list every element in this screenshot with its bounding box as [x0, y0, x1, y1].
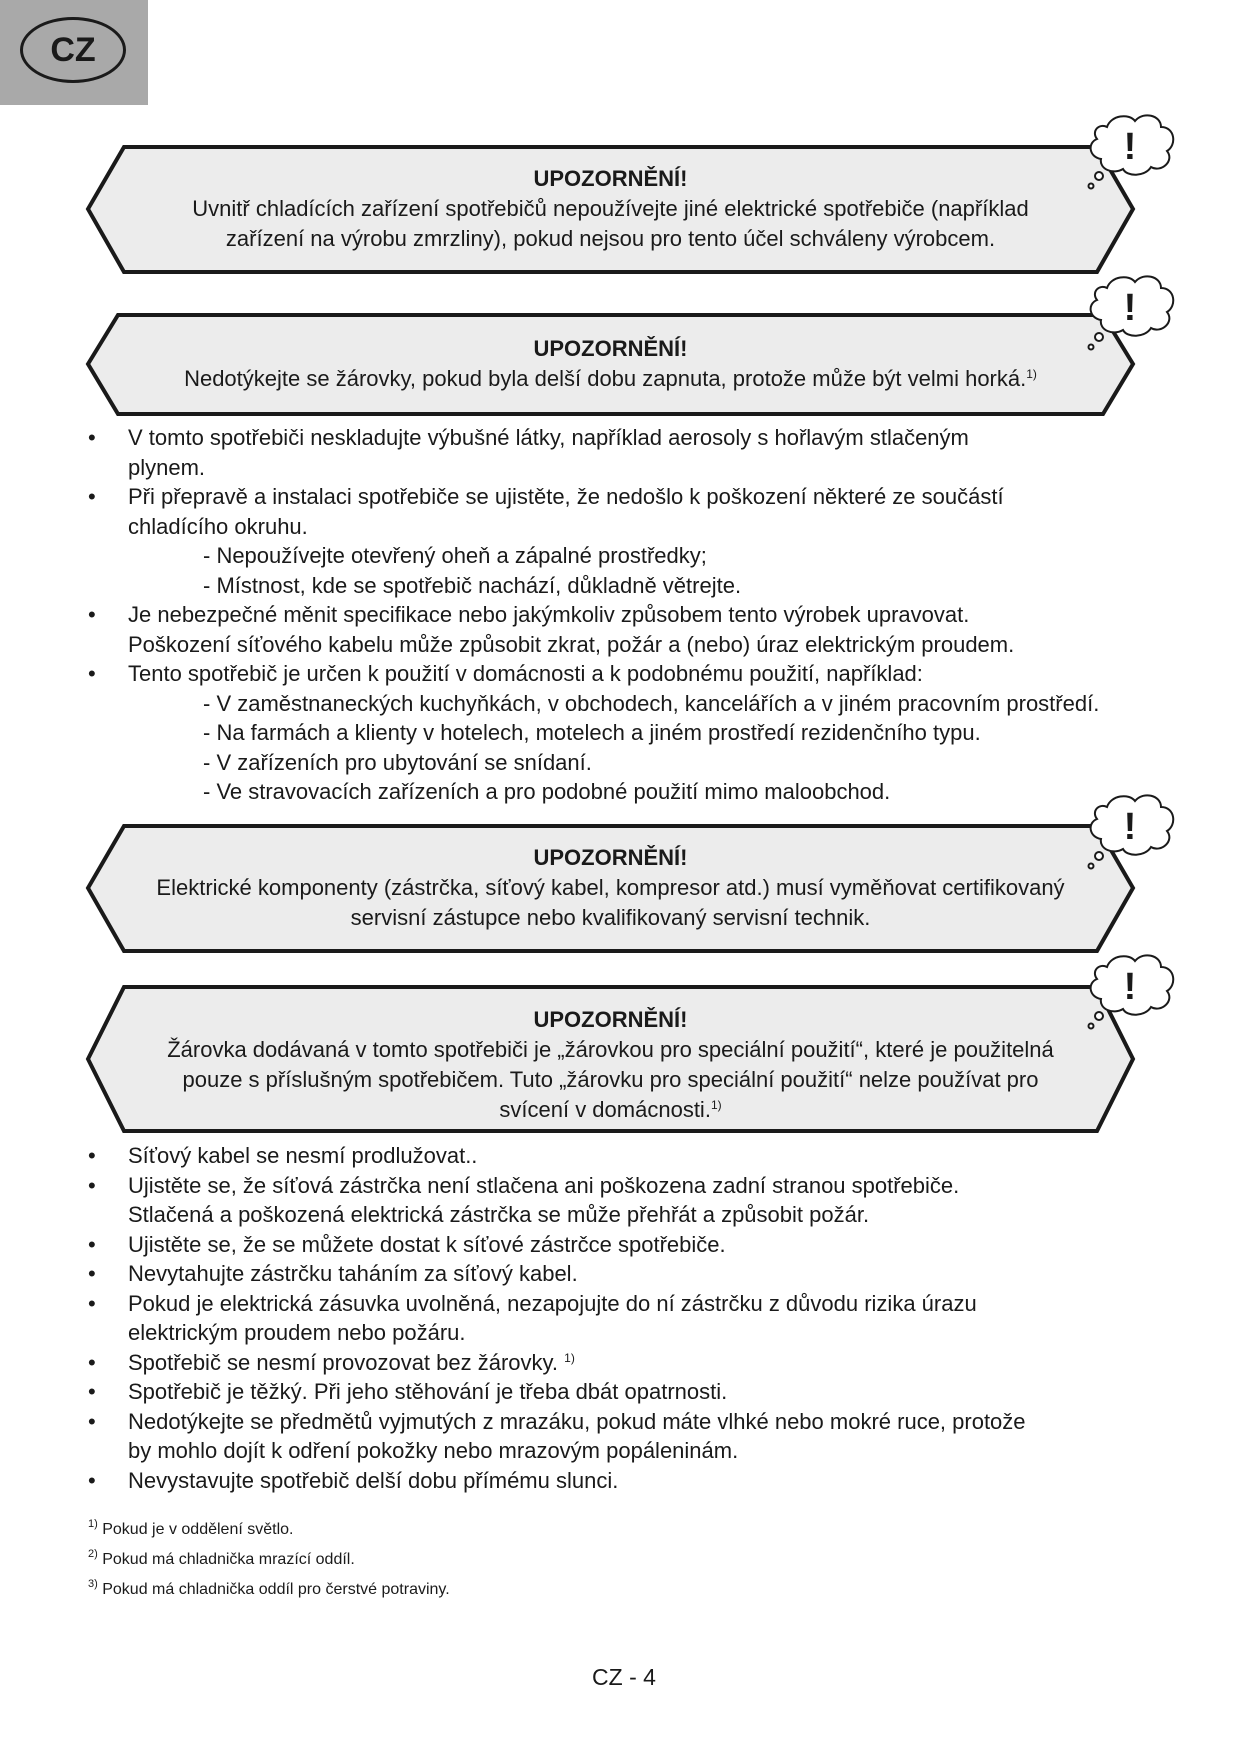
bullet: • — [88, 1290, 96, 1316]
footnote-mark: 2) — [88, 1548, 98, 1560]
warning-text-line: svícení v domácnosti. — [499, 1097, 711, 1122]
list-item-line: Stlačená a poškozená elektrická zástrčka se může přehřát a způsobit požár. — [128, 1202, 870, 1227]
warning-title: UPOZORNĚNÍ! — [533, 336, 688, 361]
warning-text-line: Nedotýkejte se žárovky, pokud byla delší dobu zapnuta, protože může být velmi horká. — [184, 366, 1027, 391]
list-item-line: Spotřebič je těžký. Při jeho stěhování je třeba dbát opatrnosti. — [128, 1379, 728, 1404]
exclamation-cloud-icon — [1085, 953, 1175, 1033]
bullet: • — [88, 1349, 96, 1375]
warning-title: UPOZORNĚNÍ! — [533, 845, 688, 870]
list-item-line: Síťový kabel se nesmí prodlužovat.. — [128, 1143, 478, 1168]
warning-text-line: Žárovka dodávaná v tomto spotřebiči je „žárovkou pro speciální použití“, které je použitelná — [167, 1037, 1054, 1062]
list-item-line: V tomto spotřebiči neskladujte výbušné látky, například aerosoly s hořlavým stlačeným — [128, 425, 969, 450]
list-item-line: Spotřebič se nesmí provozovat bez žárovky. — [128, 1349, 559, 1375]
bullet: • — [88, 1172, 96, 1198]
list-item-line: Tento spotřebič je určen k použití v domácnosti a k podobnému použití, například: — [128, 661, 923, 686]
list-item — [88, 659, 1168, 807]
warning-title: UPOZORNĚNÍ! — [533, 1007, 688, 1032]
footnote-text: Pokud má chladnička mrazící oddíl. — [102, 1551, 355, 1568]
list-item-line: Je nebezpečné měnit specifikace nebo jakýmkoliv způsobem tento výrobek upravovat. — [128, 602, 970, 627]
page-number: CZ - 4 — [592, 1664, 656, 1690]
list-item — [88, 600, 1168, 659]
bullet: • — [88, 1467, 96, 1493]
list-item-line: elektrickým proudem nebo požáru. — [128, 1320, 466, 1345]
footnotes — [88, 1515, 450, 1605]
sub-item: - Místnost, kde se spotřebič nachází, důkladně větrejte. — [203, 572, 742, 598]
footnote — [88, 1545, 450, 1575]
exclamation-mark: ! — [1123, 966, 1137, 1008]
list-item-line: Při přepravě a instalaci spotřebiče se ujistěte, že nedošlo k poškození některé ze součástí — [128, 484, 1004, 509]
list-item-line: Poškození síťového kabelu může způsobit zkrat, požár a (nebo) úraz elektrickým proudem. — [128, 631, 1015, 657]
footnote-mark: 1) — [88, 1518, 98, 1530]
exclamation-cloud-icon — [1085, 274, 1175, 354]
list-item-line: Nevytahujte zástrčku taháním za síťový kabel. — [128, 1261, 578, 1286]
footnote-mark: 3) — [88, 1578, 98, 1590]
language-tab — [0, 0, 148, 105]
list-item — [88, 482, 1168, 600]
warning-text-line: zařízení na výrobu zmrzliny), pokud nejsou pro tento účel schváleny výrobcem. — [225, 226, 996, 251]
list-item — [88, 1259, 1168, 1289]
bullet: • — [88, 1379, 96, 1404]
footnote — [88, 1515, 450, 1545]
bullet: • — [88, 1231, 96, 1257]
list-item — [88, 1348, 1168, 1378]
warning-box-2 — [88, 315, 1133, 414]
list-item-line: Nedotýkejte se předmětů vyjmutých z mrazáku, pokud máte vlhké nebo mokré ruce, protože — [128, 1408, 1026, 1434]
bullet: • — [88, 1261, 96, 1286]
warning-box-4 — [88, 987, 1133, 1131]
warning-text-line: Elektrické komponenty (zástrčka, síťový kabel, kompresor atd.) musí vyměňovat certifikovaný — [156, 875, 1065, 900]
list-item — [88, 1171, 1168, 1230]
bullet-list-2 — [88, 1141, 1168, 1495]
warning-text-line: Uvnitř chladících zařízení spotřebičů nepoužívejte jiné elektrické spotřebiče (například — [192, 196, 1029, 221]
warning-box-1 — [88, 147, 1133, 272]
warning-box-3 — [88, 826, 1133, 951]
list-item — [88, 1289, 1168, 1348]
bullet: • — [88, 602, 96, 627]
warning-text-line: servisní zástupce nebo kvalifikovaný servisní technik. — [350, 905, 871, 930]
footnote — [88, 1575, 450, 1605]
list-item-line: Ujistěte se, že síťová zástrčka není stlačena ani poškozena zadní stranou spotřebiče. — [128, 1172, 960, 1198]
footnote-ref: 1) — [564, 1350, 575, 1365]
list-item — [88, 1377, 1168, 1407]
bullet: • — [88, 425, 96, 450]
exclamation-cloud-icon — [1085, 113, 1175, 193]
list-item — [88, 1230, 1168, 1260]
list-item — [88, 1466, 1168, 1496]
footnote-text: Pokud je v oddělení světlo. — [102, 1521, 294, 1538]
exclamation-mark: ! — [1123, 126, 1137, 168]
bullet: • — [88, 1408, 96, 1434]
warning-title: UPOZORNĚNÍ! — [533, 166, 688, 191]
bullet: • — [88, 484, 96, 509]
footnote-ref: 1) — [1026, 367, 1037, 381]
list-item — [88, 423, 1168, 482]
list-item-line: Ujistěte se, že se můžete dostat k síťové zástrčce spotřebiče. — [128, 1231, 726, 1257]
list-item — [88, 1141, 1168, 1171]
warning-text-line: pouze s příslušným spotřebičem. Tuto „žárovku pro speciální použití“ nelze používat pro — [182, 1067, 1039, 1092]
exclamation-mark: ! — [1123, 806, 1137, 848]
sub-item: - Na farmách a klienty v hotelech, motelech a jiném prostředí rezidenčního typu. — [203, 720, 981, 745]
bullet: • — [88, 1143, 96, 1168]
language-badge: CZ — [20, 17, 126, 83]
footnote-text: Pokud má chladnička oddíl pro čerstvé potraviny. — [102, 1581, 450, 1598]
footnote-ref: 1) — [710, 1098, 722, 1112]
list-item-line: Pokud je elektrická zásuvka uvolněná, nezapojujte do ní zástrčku z důvodu rizika úrazu — [128, 1290, 977, 1316]
list-item-line: by mohlo dojít k odření pokožky nebo mrazovým popáleninám. — [128, 1438, 739, 1463]
list-item-line: Nevystavujte spotřebič delší dobu přímému slunci. — [128, 1467, 619, 1493]
sub-item: - Ve stravovacích zařízeních a pro podobné použití mimo maloobchod. — [203, 779, 891, 804]
list-item-line: chladícího okruhu. — [128, 513, 308, 539]
bullet: • — [88, 661, 96, 686]
sub-item: - V zaměstnaneckých kuchyňkách, v obchodech, kancelářích a v jiném pracovním prostředí. — [203, 690, 1100, 716]
list-item-line: plynem. — [128, 454, 206, 480]
sub-item: - V zařízeních pro ubytování se snídaní. — [203, 749, 592, 775]
list-item — [88, 1407, 1168, 1466]
bullet-list-1 — [88, 423, 1168, 807]
exclamation-mark: ! — [1123, 287, 1137, 329]
sub-item: - Nepoužívejte otevřený oheň a zápalné prostředky; — [203, 543, 707, 568]
